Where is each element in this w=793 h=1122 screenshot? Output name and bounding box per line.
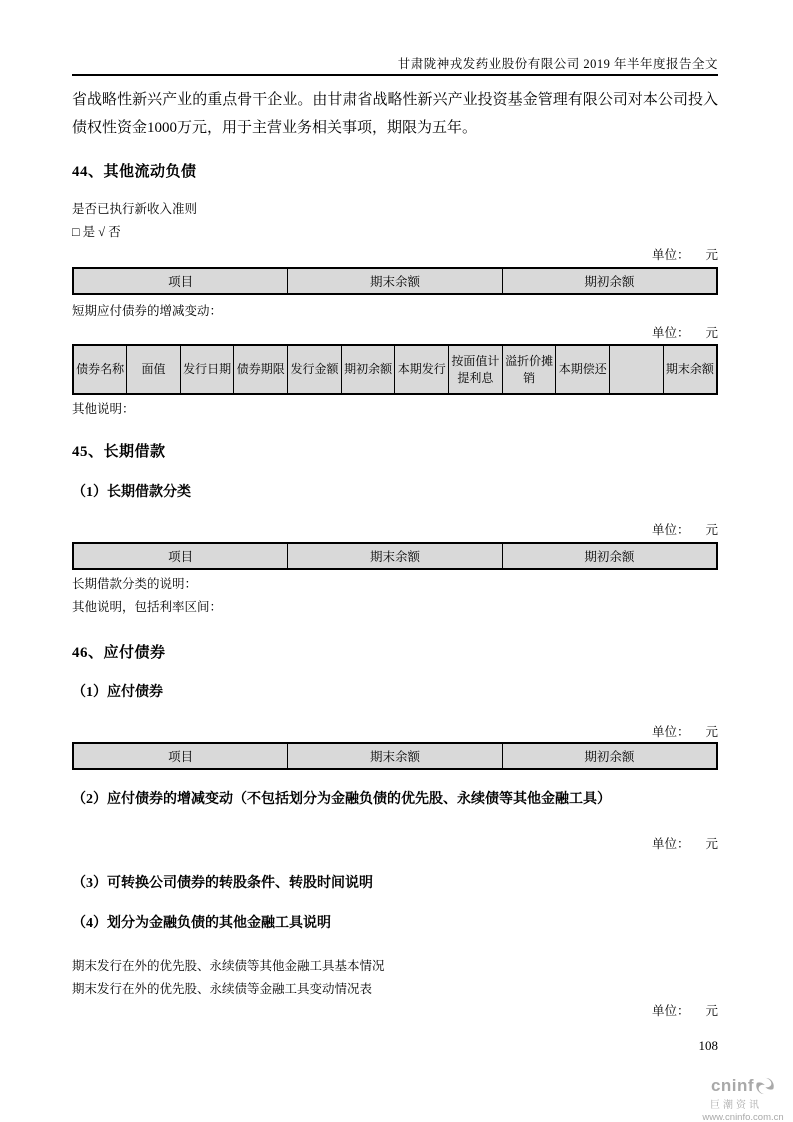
bonds-payable-table [72,742,718,770]
table-header-cell-empty [610,345,664,394]
table-header-cell: 期初余额 [502,543,717,569]
table-header-cell: 债券名称 [73,345,127,394]
table-header-cell: 面值 [127,345,181,394]
intro-paragraph: 省战略性新兴产业的重点骨干企业。由甘肃省战略性新兴产业投资基金管理有限公司对本公司投入债权性资金1000万元，用于主营业务相关事项，期限为五年。 [72,92,718,136]
table-header-cell: 按面值计提利息 [449,345,503,394]
section-46-sub3: （3）可转换公司债券的转股条件、转股时间说明 [72,876,373,891]
other-notes-label: 其他说明： [72,402,135,416]
table-header-cell: 发行日期 [180,345,234,394]
table-header-cell: 期末余额 [288,743,503,769]
yes-no-checkbox-line: □ 是 √ 否 [72,225,121,239]
unit-label: 单位： 元 [651,248,718,262]
table-header-cell: 期末余额 [288,543,503,569]
unit-label: 单位： 元 [651,326,718,340]
unit-label: 单位： 元 [651,1004,718,1018]
table-header-cell: 项目 [73,268,288,294]
unit-label: 单位： 元 [651,725,718,739]
table-header-cell: 本期偿还 [556,345,610,394]
table-header-cell: 发行金额 [288,345,342,394]
table-header-cell: 期末余额 [663,345,717,394]
table-header-cell: 期初余额 [502,743,717,769]
table-header-cell: 本期发行 [395,345,449,394]
section-46-sub4: （4）划分为金融负债的其他金融工具说明 [72,916,331,931]
short-term-bonds-change-note: 短期应付债券的增减变动： [72,304,223,318]
table-header-cell: 期末余额 [288,268,503,294]
section-45-sub1: （1）长期借款分类 [72,485,191,500]
header-rule [72,74,718,76]
document-header-title: 甘肃陇神戎发药业股份有限公司 2019 年半年度报告全文 [397,57,718,71]
table-header-row [73,345,717,394]
table-header-row [73,743,717,769]
section-46-sub2: （2）应付债券的增减变动（不包括划分为金融负债的优先股、永续债等其他金融工具） [72,792,611,807]
cninfo-swirl-icon [755,1076,775,1096]
preferred-perpetual-change-note: 期末发行在外的优先股、永续债等金融工具变动情况表 [72,982,373,996]
table-header-cell: 项目 [73,743,288,769]
table-header-cell: 溢折价摊销 [502,345,556,394]
table-header-cell: 项目 [73,543,288,569]
preferred-perpetual-basic-note: 期末发行在外的优先股、永续债等其他金融工具基本情况 [72,959,385,973]
section-46-sub1: （1）应付债券 [72,685,163,700]
table-header-cell: 期初余额 [502,268,717,294]
unit-label: 单位： 元 [651,523,718,537]
table-header-row [73,543,717,569]
unit-label: 单位： 元 [651,837,718,851]
table-header-cell: 期初余额 [341,345,395,394]
interest-rate-range-note: 其他说明，包括利率区间： [72,600,223,614]
other-current-liabilities-table [72,267,718,295]
section-44-title: 44、其他流动负债 [72,164,197,180]
long-term-loans-table [72,542,718,570]
cninfo-brand-text: cninf [710,1076,755,1095]
table-header-cell: 债券期限 [234,345,288,394]
section-45-title: 45、长期借款 [72,444,166,460]
long-term-loans-note: 长期借款分类的说明： [72,577,198,591]
short-term-bonds-table [72,344,718,395]
page-number: 108 [698,1038,718,1053]
cninfo-chinese-name: 巨潮资讯 [710,1100,762,1111]
cninfo-logo [697,1076,789,1122]
cninfo-url: www.cninfo.com.cn [702,1112,784,1122]
new-revenue-standard-question: 是否已执行新收入准则 [72,202,198,216]
table-header-row [73,268,717,294]
section-46-title: 46、应付债券 [72,645,166,661]
